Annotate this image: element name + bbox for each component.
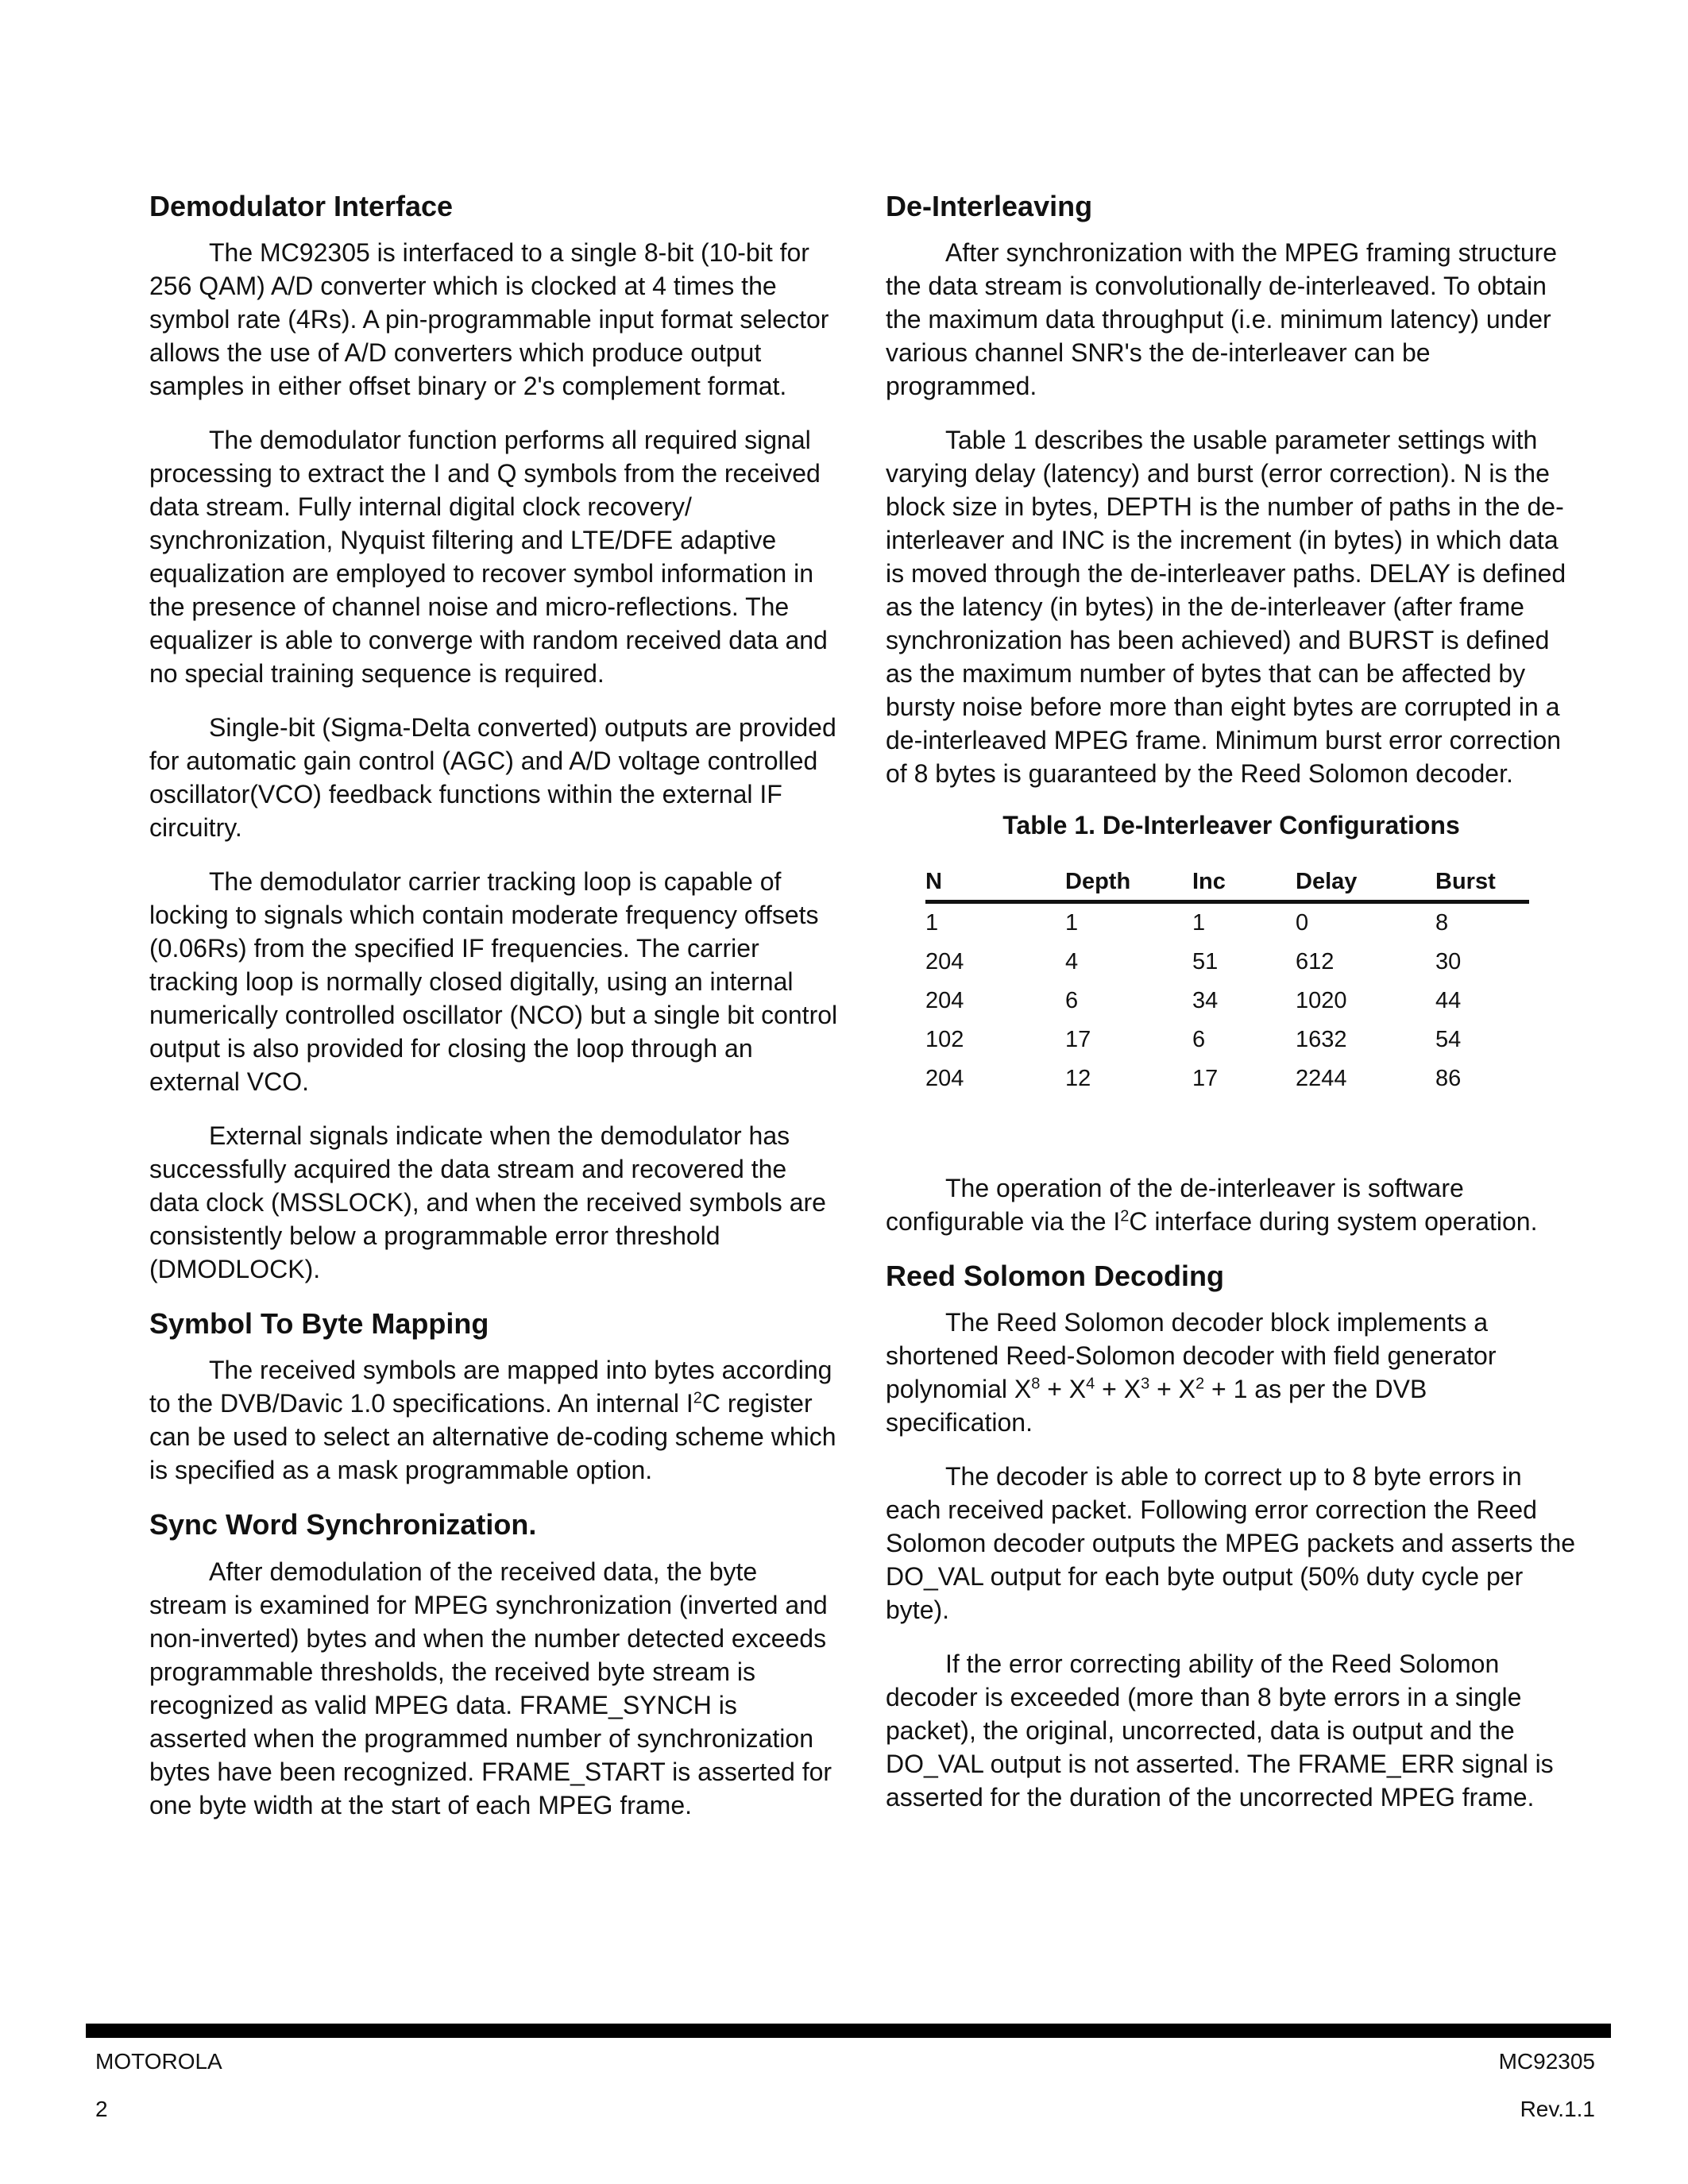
table-cell: 17 [1065,1027,1091,1053]
table-cell: 0 [1296,910,1309,936]
table-row [925,902,1529,943]
paragraph: External signals indicate when the demodulator has successfully acquired the data stream and recovered the data clock (MSSLOCK), and when the received symbols are consistently below a programmable error threshold (DMODLOCK). [149,1121,826,1284]
table-header-cell: Delay [1296,869,1435,902]
table-cell: 51 [1192,949,1219,975]
left-column [149,189,840,1843]
table-cell: 102 [925,1027,964,1053]
paragraph: The demodulator carrier tracking loop is capable of locking to signals which contain moderate frequency offsets (0.06Rs) from the specified IF frequencies. The carrier tracking loop is normally closed digitally, using an internal numerically controlled oscillator (NCO) but a single bit control output is also provided for closing the loop through an external VCO. [149,867,838,1097]
paragraph: The received symbols are mapped into bytes according to the DVB/Davic 1.0 specifications. An internal $I^2C$ register can be used to select an alternative de-coding scheme which is specified as a mask programmable option. [149,1356,836,1485]
table-cell: 86 [1435,1066,1462,1092]
table-cell: 6 [1065,988,1079,1014]
section-heading: De-Interleaving [886,190,1093,222]
table-cell: 12 [1065,1066,1091,1092]
paragraph: The demodulator function performs all required signal processing to extract the I and Q symbols from the received data stream. Fully internal digital clock recovery/ synchronization, Nyquist filtering and LTE/DFE adaptive equalization are employed to recover symbol information in the presence of channel noise and micro-reflections. The equalizer is able to converge with random received data and no special training sequence is required. [149,426,828,689]
table-row [925,1021,1529,1059]
table-header-cell: Inc [1192,869,1296,902]
footer-revision: Rev.1.1 [1520,2097,1595,2121]
table-cell: 30 [1435,949,1462,975]
table-header-cell: Burst [1435,869,1529,902]
table-cell: 204 [925,1066,964,1092]
paragraph: After synchronization with the MPEG framing structure the data stream is convolutionally de-interleaved. To obtain the maximum data throughput (i.e. minimum latency) under various channel SNR's the de-interleaver can be programmed. [886,238,1558,401]
right-column [886,189,1577,1835]
table-row [925,1059,1529,1098]
table-cell: 1 [1192,910,1206,936]
footer-rule [86,2024,1611,2038]
section-sync-word-synchronization [149,1507,840,1821]
footer-part-number: MC92305 [1498,2049,1595,2074]
table-cell: 44 [1435,988,1462,1014]
table-cell: 8 [1435,910,1449,936]
table-header-cell: N [925,869,1065,902]
table-cell: 2244 [1296,1066,1347,1092]
table-cell: 34 [1192,988,1219,1014]
table-cell: 6 [1192,1027,1206,1053]
section-symbol-to-byte-mapping [149,1306,840,1487]
table-header-row [925,869,1529,902]
table-cell: 17 [1192,1066,1219,1092]
table-cell: 612 [1296,949,1335,975]
paragraph: The decoder is able to correct up to 8 byte errors in each received packet. Following error correction the Reed Solomon decoder outputs the MPEG packets and asserts the DO_VAL output for each byte output (50% duty cycle per byte). [886,1462,1576,1625]
table-header-cell: Depth [1065,869,1192,902]
table-row [925,982,1529,1021]
section-heading: Symbol To Byte Mapping [149,1307,489,1341]
paragraph: Table 1 describes the usable parameter settings with varying delay (latency) and burst (error correction). N is the block size in bytes, DEPTH is the number of paths in the de-interleaver and INC is the increment (in bytes) in which data is moved through the de-interleaver paths. DELAY is defined as the latency (in bytes) in the de-interleaver (after frame synchronization has been achieved) and BURST is defined as the maximum number of bytes that can be affected by bursty noise before more than eight bytes are corrupted in a de-interleaved MPEG frame. Minimum burst error correction of 8 bytes is guaranteed by the Reed Solomon decoder. [886,426,1566,789]
section-de-interleaving [886,189,1577,1238]
table-cell: 1632 [1296,1027,1347,1053]
section-heading: Reed Solomon Decoding [886,1260,1225,1293]
footer-company: MOTOROLA [95,2049,222,2074]
table-cell: 4 [1065,949,1079,975]
section-heading: Sync Word Synchronization. [149,1508,537,1542]
paragraph: The MC92305 is interfaced to a single 8-bit (10-bit for 256 QAM) A/D converter which is clocked at 4 times the symbol rate (4Rs). A pin-programmable input format selector allows the use of A/D converters which produce output samples in either offset binary or 2's complement format. [149,238,829,401]
table-cell: 54 [1435,1027,1462,1053]
paragraph: If the error correcting ability of the Reed Solomon decoder is exceeded (more than 8 byte errors in a single packet), the original, uncorrected, data is output and the DO_VAL output is not asserted. The FRAME_ERR signal is asserted for the duration of the uncorrected MPEG frame. [886,1650,1554,1812]
section-reed-solomon-decoding [886,1259,1577,1814]
de-interleaver-config-table [925,869,1529,1098]
section-demodulator-interface [149,189,840,1286]
table-cell: 1020 [1296,988,1347,1014]
table-cell: 1 [1065,910,1079,936]
table-caption: Table 1. De-Interleaver Configurations [1002,811,1460,840]
section-heading: Demodulator Interface [149,190,454,222]
table-cell: 204 [925,949,964,975]
paragraph: The operation of the de-interleaver is software configurable via the $I^2C$ interface during system operation. [886,1174,1538,1237]
paragraph: After demodulation of the received data, the byte stream is examined for MPEG synchronization (inverted and non-inverted) bytes and when the number detected exceeds programmable thresholds, the received byte stream is recognized as valid MPEG data. FRAME_SYNCH is asserted when the programmed number of synchronization bytes have been recognized. FRAME_START is asserted for one byte width at the start of each MPEG frame. [149,1557,832,1819]
paragraph: Single-bit (Sigma-Delta converted) outputs are provided for automatic gain control (AGC) and A/D voltage controlled oscillator(VCO) feedback functions within the external IF circuitry. [149,713,836,843]
footer-page-number: 2 [95,2097,108,2121]
table-cell: 204 [925,988,964,1014]
table-cell: 1 [925,910,939,936]
paragraph: The Reed Solomon decoder block implements a shortened Reed-Solomon decoder with field generator polynomial $X^8 + X^4 + X^3 + X^2 + 1$ as per the DVB specification. [886,1308,1497,1437]
table-row [925,943,1529,982]
